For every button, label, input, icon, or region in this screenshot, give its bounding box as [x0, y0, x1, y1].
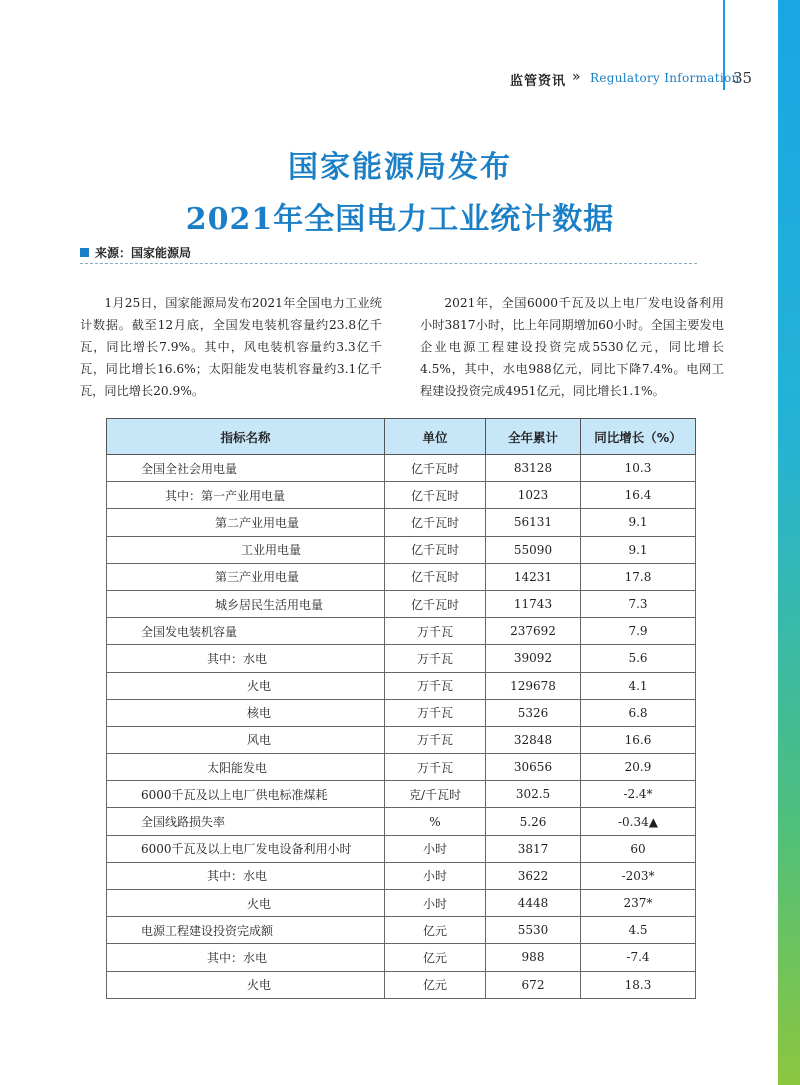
body-paragraph-left: 1月25日，国家能源局发布2021年全国电力工业统计数据。截至12月底，全国发电装机容量约23.8亿千瓦，同比增长7.9%。其中，风电装机容量约3.3亿千瓦，同比增长16.6%；太阳能发电装机容量约3.1亿千瓦，同比增长20.9%。 [80, 296, 382, 398]
cell-indicator: 其中：水电 [107, 645, 385, 672]
cell-growth: 18.3 [581, 971, 696, 998]
table-row [107, 618, 696, 645]
square-bullet-icon [80, 248, 89, 257]
table-row [107, 754, 696, 781]
cell-unit: 克/千瓦时 [385, 781, 486, 808]
cell-unit: 万千瓦 [385, 699, 486, 726]
cell-growth: 10.3 [581, 455, 696, 482]
cell-indicator: 其中：第一产业用电量 [107, 482, 385, 509]
section-category-en: Regulatory Information [590, 71, 740, 85]
cell-total: 83128 [486, 455, 581, 482]
cell-indicator: 火电 [107, 672, 385, 699]
table-row [107, 726, 696, 753]
cell-unit: % [385, 808, 486, 835]
article-title-line2: 2021年全国电力工业统计数据 [185, 202, 615, 237]
cell-growth: 16.6 [581, 726, 696, 753]
cell-indicator: 全国全社会用电量 [107, 455, 385, 482]
cell-indicator: 城乡居民生活用电量 [107, 590, 385, 617]
table-row [107, 509, 696, 536]
table-row [107, 808, 696, 835]
table-row [107, 890, 696, 917]
cell-unit: 小时 [385, 835, 486, 862]
cell-total: 39092 [486, 645, 581, 672]
cell-growth: 237* [581, 890, 696, 917]
table-row [107, 944, 696, 971]
cell-unit: 小时 [385, 890, 486, 917]
header-indicator: 指标名称 [107, 419, 385, 455]
cell-total: 56131 [486, 509, 581, 536]
cell-total: 55090 [486, 536, 581, 563]
cell-indicator: 第二产业用电量 [107, 509, 385, 536]
cell-unit: 亿千瓦时 [385, 482, 486, 509]
table-row [107, 862, 696, 889]
table-row [107, 835, 696, 862]
cell-total: 3817 [486, 835, 581, 862]
cell-growth: -0.34▲ [581, 808, 696, 835]
table-row [107, 781, 696, 808]
table-header-row [107, 419, 696, 455]
cell-indicator: 其中：水电 [107, 862, 385, 889]
cell-unit: 万千瓦 [385, 754, 486, 781]
cell-unit: 万千瓦 [385, 645, 486, 672]
cell-unit: 亿元 [385, 971, 486, 998]
table-row [107, 455, 696, 482]
cell-growth: 4.5 [581, 917, 696, 944]
header-total: 全年累计 [486, 419, 581, 455]
table-row [107, 971, 696, 998]
cell-unit: 亿千瓦时 [385, 590, 486, 617]
cell-total: 1023 [486, 482, 581, 509]
table-body [107, 455, 696, 999]
article-title-line1: 国家能源局发布 [288, 150, 512, 185]
table-row [107, 536, 696, 563]
cell-total: 129678 [486, 672, 581, 699]
table-row [107, 563, 696, 590]
source-divider [80, 263, 697, 264]
cell-indicator: 火电 [107, 890, 385, 917]
cell-total: 5.26 [486, 808, 581, 835]
table-row [107, 917, 696, 944]
cell-unit: 万千瓦 [385, 618, 486, 645]
cell-indicator: 6000千瓦及以上电厂发电设备利用小时 [107, 835, 385, 862]
cell-total: 302.5 [486, 781, 581, 808]
statistics-table [106, 418, 696, 999]
cell-total: 5530 [486, 917, 581, 944]
cell-total: 237692 [486, 618, 581, 645]
cell-total: 672 [486, 971, 581, 998]
source-text: 来源：国家能源局 [95, 246, 192, 260]
cell-indicator: 其中：水电 [107, 944, 385, 971]
article-source [80, 244, 191, 261]
cell-total: 30656 [486, 754, 581, 781]
cell-growth: 4.1 [581, 672, 696, 699]
table-row [107, 645, 696, 672]
cell-unit: 亿千瓦时 [385, 455, 486, 482]
cell-growth: 5.6 [581, 645, 696, 672]
cell-total: 11743 [486, 590, 581, 617]
cell-unit: 万千瓦 [385, 726, 486, 753]
table-row [107, 482, 696, 509]
cell-growth: 9.1 [581, 509, 696, 536]
table-row [107, 672, 696, 699]
body-paragraph-right: 2021年，全国6000千瓦及以上电厂发电设备利用小时3817小时，比上年同期增加60小时。全国主要发电企业电源工程建设投资完成5530亿元，同比增长4.5%，其中，水电988亿元，同比下降7.4%。电网工程建设投资完成4951亿元，同比增长1.1%。 [420, 296, 724, 398]
cell-growth: -203* [581, 862, 696, 889]
cell-growth: 7.3 [581, 590, 696, 617]
cell-growth: 17.8 [581, 563, 696, 590]
cell-total: 3622 [486, 862, 581, 889]
cell-total: 4448 [486, 890, 581, 917]
cell-unit: 小时 [385, 862, 486, 889]
cell-total: 988 [486, 944, 581, 971]
cell-unit: 亿千瓦时 [385, 536, 486, 563]
cell-growth: 9.1 [581, 536, 696, 563]
cell-total: 5326 [486, 699, 581, 726]
cell-indicator: 工业用电量 [107, 536, 385, 563]
cell-growth: 6.8 [581, 699, 696, 726]
page-number: 35 [733, 69, 753, 87]
cell-indicator: 火电 [107, 971, 385, 998]
cell-indicator: 核电 [107, 699, 385, 726]
cell-growth: 20.9 [581, 754, 696, 781]
cell-unit: 亿元 [385, 917, 486, 944]
cell-indicator: 电源工程建设投资完成额 [107, 917, 385, 944]
cell-growth: 7.9 [581, 618, 696, 645]
cell-growth: -2.4* [581, 781, 696, 808]
cell-unit: 亿千瓦时 [385, 509, 486, 536]
cell-total: 32848 [486, 726, 581, 753]
cell-indicator: 风电 [107, 726, 385, 753]
cell-unit: 万千瓦 [385, 672, 486, 699]
section-category: 监管资讯 [510, 74, 567, 89]
cell-indicator: 全国发电装机容量 [107, 618, 385, 645]
cell-growth: -7.4 [581, 944, 696, 971]
cell-growth: 16.4 [581, 482, 696, 509]
cell-unit: 亿元 [385, 944, 486, 971]
cell-indicator: 太阳能发电 [107, 754, 385, 781]
cell-unit: 亿千瓦时 [385, 563, 486, 590]
header-unit: 单位 [385, 419, 486, 455]
section-arrow-icon: » [572, 69, 581, 85]
table-row [107, 699, 696, 726]
cell-indicator: 全国线路损失率 [107, 808, 385, 835]
cell-total: 14231 [486, 563, 581, 590]
cell-growth: 60 [581, 835, 696, 862]
header-growth: 同比增长（%） [581, 419, 696, 455]
table-row [107, 590, 696, 617]
cell-indicator: 6000千瓦及以上电厂供电标准煤耗 [107, 781, 385, 808]
cell-indicator: 第三产业用电量 [107, 563, 385, 590]
